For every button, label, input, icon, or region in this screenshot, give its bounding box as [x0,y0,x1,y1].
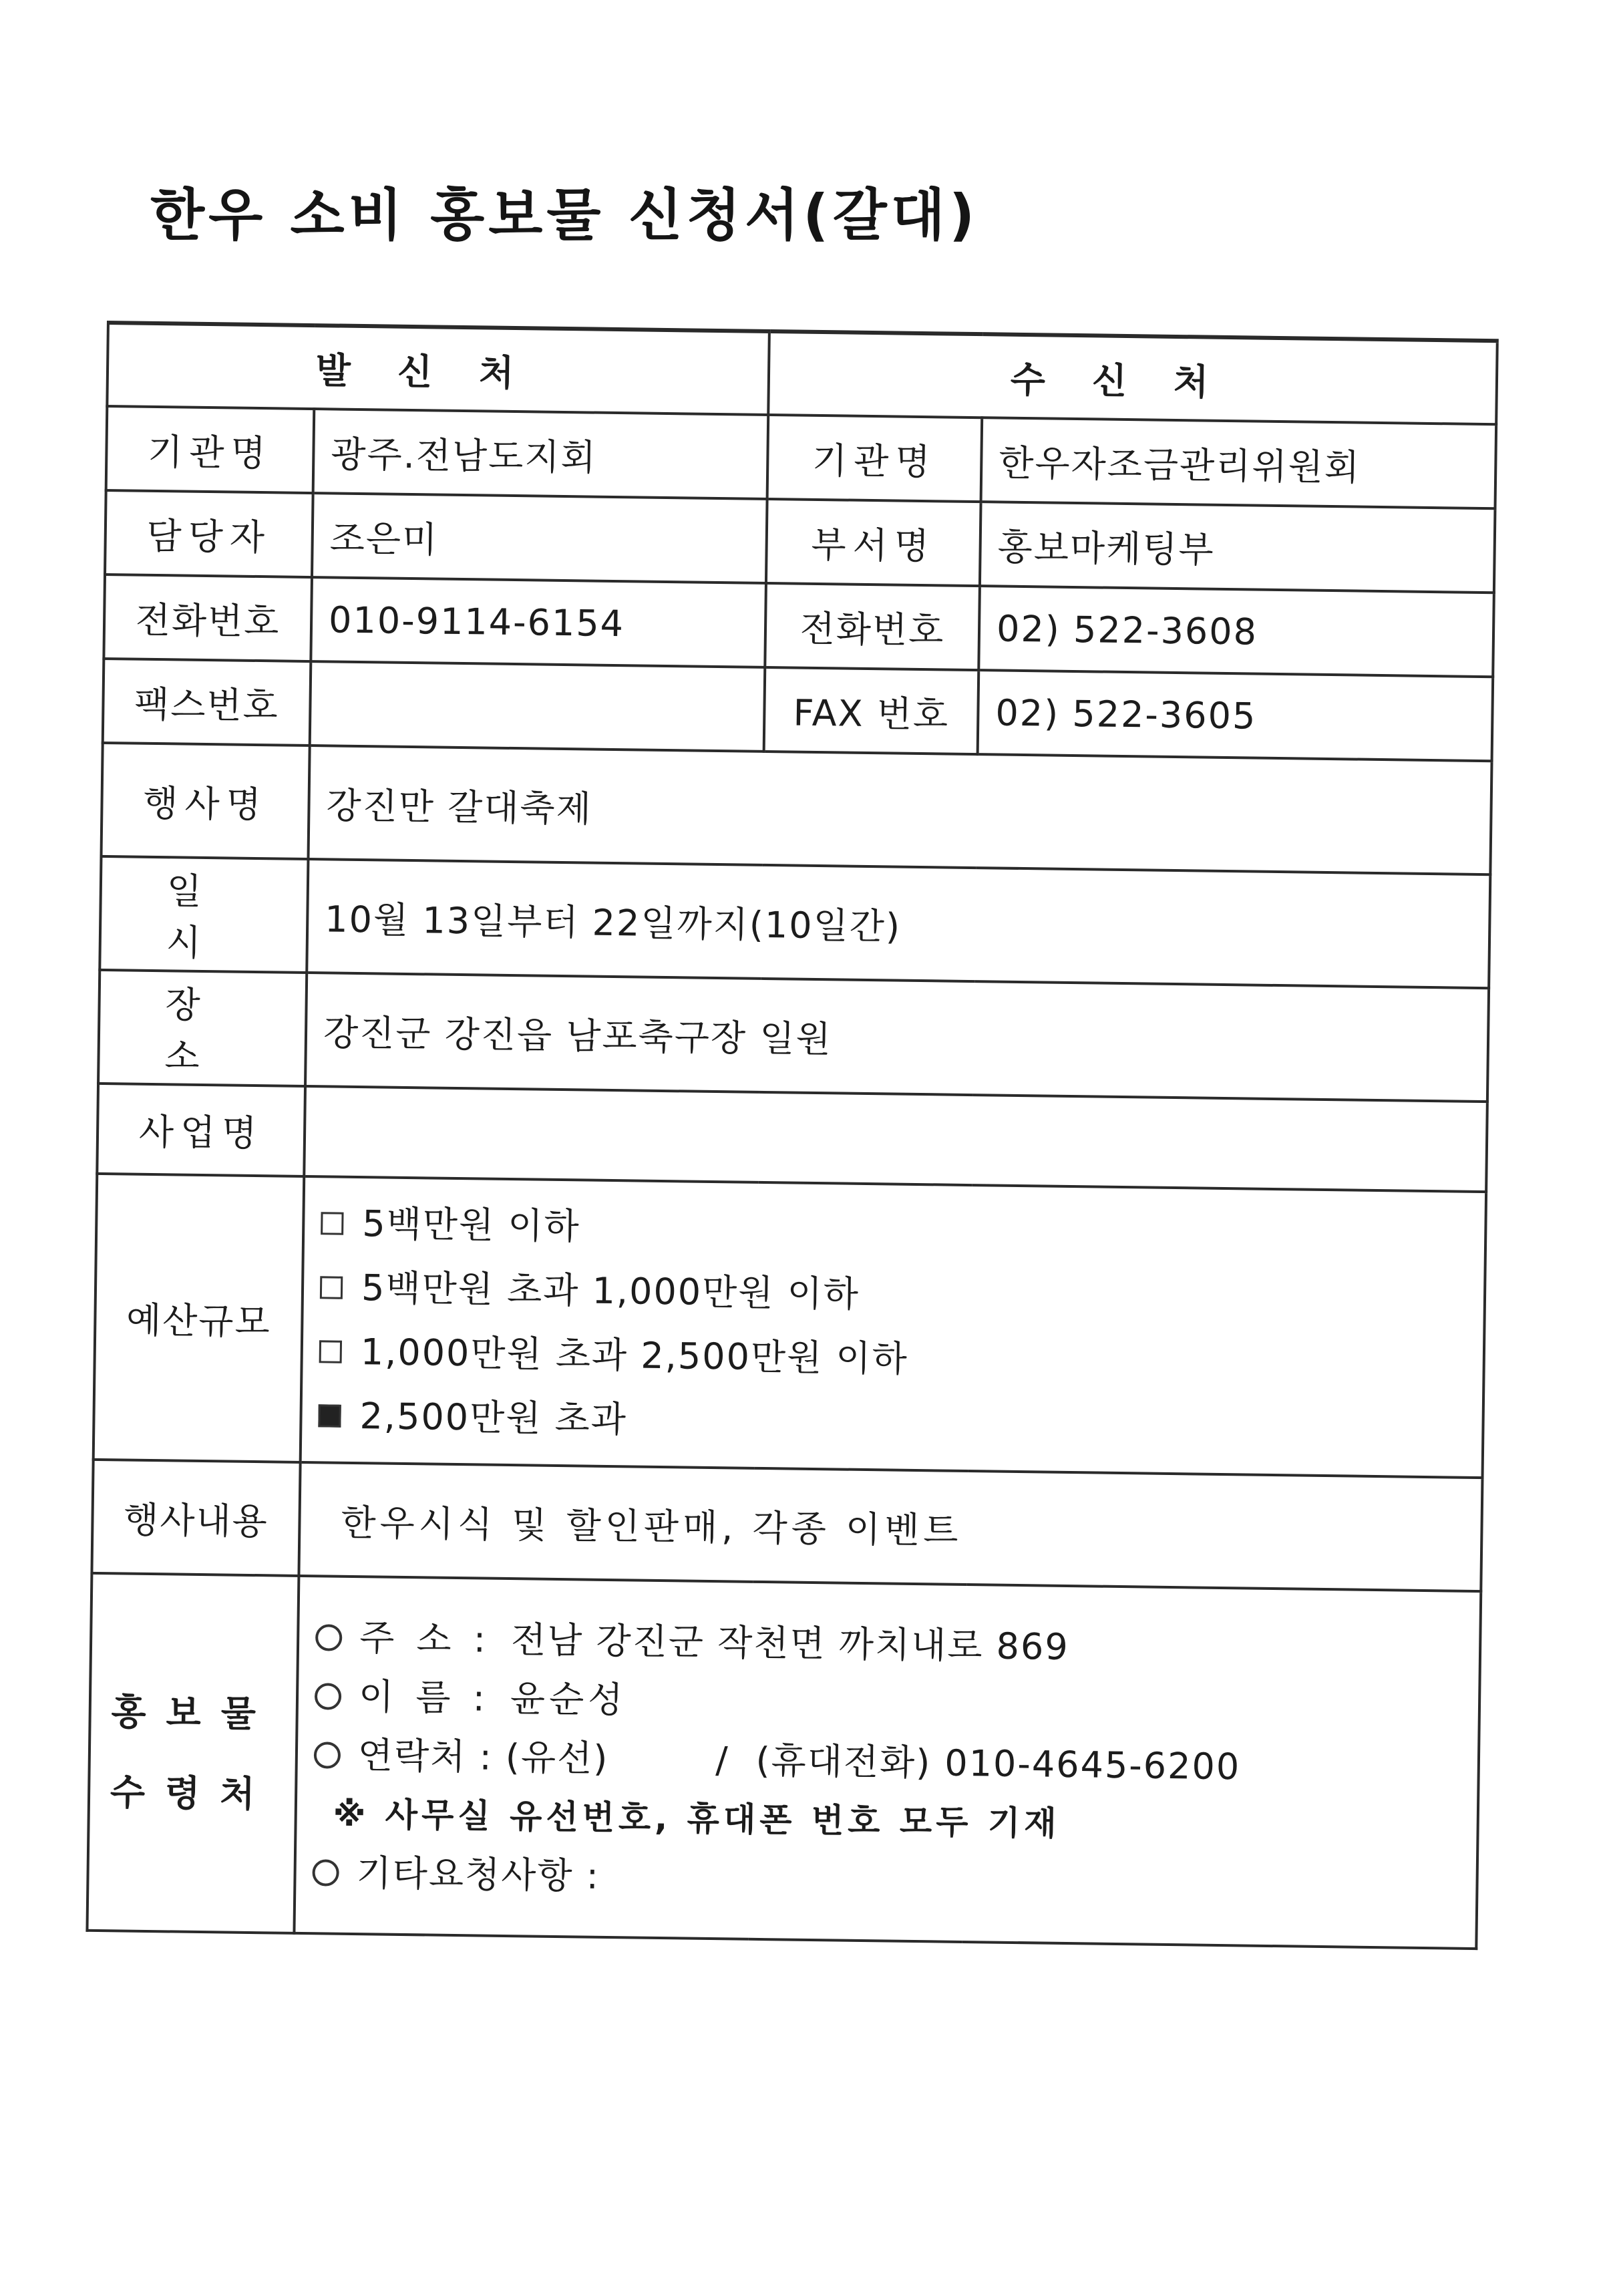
budget-label: 예산규모 [94,1174,305,1462]
receiver-org-label: 기관명 [767,415,982,502]
event-name-value[interactable]: 강진만 갈대축제 [308,746,1491,874]
sender-person-value[interactable]: 조은미 [312,493,767,583]
application-form [85,321,1498,1950]
sender-header: 발신처 [107,323,769,415]
sender-phone-value[interactable]: 010-9114-6154 [311,577,766,667]
circle-bullet-icon [314,1742,341,1769]
project-row [97,1084,1487,1192]
recipient-note: ※ 사무실 유선번호, 휴대폰 번호 모두 기재 [333,1794,1061,1843]
project-value[interactable] [304,1086,1487,1192]
receiver-fax-value[interactable]: 02) 522-3605 [978,670,1493,761]
sender-fax-value[interactable] [310,661,765,752]
budget-option[interactable]: 2,500만원 초과 [318,1383,1466,1462]
recipient-etc[interactable]: 기타요청사항 : [312,1843,1460,1917]
receiver-org-value[interactable]: 한우자조금관리위원회 [981,418,1497,508]
receiver-header: 수신처 [768,331,1497,424]
receiver-dept-label: 부서명 [766,499,981,586]
recipient-label: 홍보물 수령처 [87,1573,299,1933]
budget-option[interactable]: 5백만원 이하 [321,1191,1469,1270]
sender-phone-label: 전화번호 [104,575,312,661]
checked-checkbox-icon[interactable] [318,1404,341,1427]
receiver-dept-value[interactable]: 홍보마케팅부 [980,502,1495,593]
sender-org-value[interactable]: 광주.전남도지회 [313,409,769,499]
event-name-label: 행사명 [102,743,310,859]
budget-row [94,1174,1486,1478]
project-label: 사업명 [97,1084,305,1176]
page-title: 한우 소비 홍보물 신청서(갈대) [150,182,979,248]
checkbox-icon[interactable] [320,1276,343,1299]
sender-person-label: 담당자 [105,490,313,577]
content-value[interactable]: 한우시식 및 할인판매, 각종 이벤트 [299,1462,1482,1591]
recipient-details [294,1576,1481,1949]
event-date-label: 일 시 [100,856,308,973]
circle-bullet-icon [315,1683,342,1710]
circle-bullet-icon [315,1624,343,1651]
budget-option[interactable]: 1,000만원 초과 2,500만원 이하 [319,1319,1467,1398]
recipient-row [87,1573,1481,1949]
content-row [92,1460,1482,1591]
event-name-row [102,743,1492,874]
checkbox-icon[interactable] [319,1340,342,1363]
recipient-contact[interactable]: 연락처 : (유선) / (휴대전화) 010-4645-6200 [313,1726,1461,1799]
event-place-label: 장 소 [98,970,307,1086]
event-date-value[interactable]: 10월 13일부터 22일까지(10일간) [307,859,1490,988]
content-label: 행사내용 [92,1460,300,1576]
recipient-address[interactable]: 주 소 : 전남 강진군 작천면 까치내로 869 [315,1608,1463,1681]
receiver-fax-label: FAX 번호 [764,667,979,754]
budget-option[interactable]: 5백만원 초과 1,000만원 이하 [319,1255,1467,1334]
event-date-row [100,856,1490,988]
sender-org-label: 기관명 [106,406,315,493]
sender-fax-label: 팩스번호 [103,659,311,746]
circle-bullet-icon [312,1859,339,1887]
checkbox-icon[interactable] [321,1212,343,1235]
budget-options [301,1176,1486,1478]
event-place-row [98,970,1489,1102]
receiver-phone-label: 전화번호 [765,583,980,670]
event-place-value[interactable]: 강진군 강진읍 남포축구장 일원 [305,973,1489,1102]
receiver-phone-value[interactable]: 02) 522-3608 [978,586,1494,677]
recipient-name[interactable]: 이 름 : 윤순성 [315,1667,1463,1740]
